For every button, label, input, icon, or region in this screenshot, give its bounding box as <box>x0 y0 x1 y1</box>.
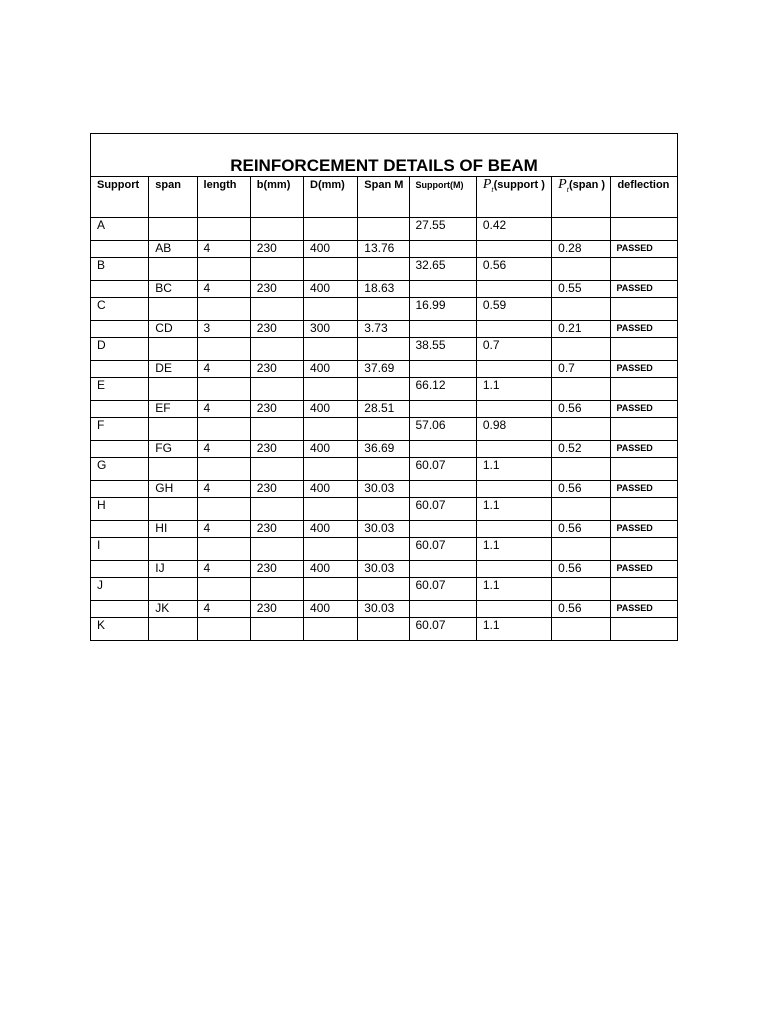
empty-cell <box>304 418 358 441</box>
support-moment-cell: 66.12 <box>409 378 476 401</box>
empty-cell <box>611 338 678 361</box>
support-row <box>91 258 678 281</box>
empty-cell <box>197 378 250 401</box>
empty-cell <box>552 458 611 481</box>
pt-span-cell: 0.56 <box>552 401 611 418</box>
empty-cell <box>304 218 358 241</box>
empty-cell <box>358 458 409 481</box>
pt-support-cell: 0.42 <box>476 218 551 241</box>
span-moment-cell: 30.03 <box>358 521 409 538</box>
empty-cell <box>611 578 678 601</box>
length-cell: 4 <box>197 361 250 378</box>
empty-cell <box>250 458 303 481</box>
length-cell: 4 <box>197 561 250 578</box>
empty-cell <box>358 338 409 361</box>
empty-cell <box>197 618 250 641</box>
header-support: Support <box>91 177 149 218</box>
header-row <box>91 177 678 218</box>
span-name-cell: AB <box>149 241 197 258</box>
length-cell: 3 <box>197 321 250 338</box>
d-cell: 400 <box>304 241 358 258</box>
empty-cell <box>611 618 678 641</box>
header-support-m: Support(M) <box>409 177 476 218</box>
empty-cell <box>91 281 149 298</box>
empty-cell <box>91 401 149 418</box>
pt-symbol: $P_t$ <box>558 177 569 194</box>
empty-cell <box>197 258 250 281</box>
empty-cell <box>611 498 678 521</box>
pt-support-cell: 0.7 <box>476 338 551 361</box>
span-name-cell: CD <box>149 321 197 338</box>
empty-cell <box>358 378 409 401</box>
b-cell: 230 <box>250 481 303 498</box>
length-cell: 4 <box>197 481 250 498</box>
b-cell: 230 <box>250 321 303 338</box>
support-row <box>91 498 678 521</box>
pt-span-cell: 0.28 <box>552 241 611 258</box>
pt-support-cell: 1.1 <box>476 498 551 521</box>
deflection-status: PASSED <box>611 441 678 458</box>
empty-cell <box>358 578 409 601</box>
empty-cell <box>552 578 611 601</box>
empty-cell <box>304 258 358 281</box>
empty-cell <box>91 321 149 338</box>
span-name-cell: IJ <box>149 561 197 578</box>
empty-cell <box>197 218 250 241</box>
empty-cell <box>476 361 551 378</box>
empty-cell <box>552 218 611 241</box>
empty-cell <box>250 578 303 601</box>
empty-cell <box>358 218 409 241</box>
empty-cell <box>149 618 197 641</box>
empty-cell <box>476 241 551 258</box>
span-row <box>91 441 678 458</box>
span-moment-cell: 28.51 <box>358 401 409 418</box>
support-row <box>91 618 678 641</box>
b-cell: 230 <box>250 241 303 258</box>
support-name-cell: J <box>91 578 149 601</box>
d-cell: 300 <box>304 321 358 338</box>
empty-cell <box>304 578 358 601</box>
empty-cell <box>149 578 197 601</box>
d-cell: 400 <box>304 481 358 498</box>
pt-support-cell: 1.1 <box>476 618 551 641</box>
span-row <box>91 521 678 538</box>
support-row <box>91 458 678 481</box>
empty-cell <box>149 378 197 401</box>
support-row <box>91 578 678 601</box>
header-length: length <box>197 177 250 218</box>
span-moment-cell: 3.73 <box>358 321 409 338</box>
span-moment-cell: 30.03 <box>358 601 409 618</box>
b-cell: 230 <box>250 601 303 618</box>
empty-cell <box>409 321 476 338</box>
empty-cell <box>552 618 611 641</box>
empty-cell <box>358 298 409 321</box>
empty-cell <box>197 298 250 321</box>
span-name-cell: HI <box>149 521 197 538</box>
d-cell: 400 <box>304 401 358 418</box>
support-name-cell: D <box>91 338 149 361</box>
support-moment-cell: 57.06 <box>409 418 476 441</box>
empty-cell <box>304 338 358 361</box>
span-row <box>91 321 678 338</box>
span-row <box>91 401 678 418</box>
empty-cell <box>250 298 303 321</box>
pt-support-cell: 0.56 <box>476 258 551 281</box>
d-cell: 400 <box>304 521 358 538</box>
span-row <box>91 281 678 298</box>
empty-cell <box>149 538 197 561</box>
pt-span-cell: 0.56 <box>552 601 611 618</box>
length-cell: 4 <box>197 441 250 458</box>
empty-cell <box>250 338 303 361</box>
empty-cell <box>358 538 409 561</box>
length-cell: 4 <box>197 281 250 298</box>
support-row <box>91 418 678 441</box>
support-name-cell: I <box>91 538 149 561</box>
empty-cell <box>409 361 476 378</box>
header-d: D(mm) <box>304 177 358 218</box>
support-row <box>91 538 678 561</box>
span-moment-cell: 36.69 <box>358 441 409 458</box>
header-span-m: Span M <box>358 177 409 218</box>
span-row <box>91 561 678 578</box>
b-cell: 230 <box>250 401 303 418</box>
d-cell: 400 <box>304 601 358 618</box>
empty-cell <box>358 258 409 281</box>
pt-support-cell: 0.59 <box>476 298 551 321</box>
empty-cell <box>250 538 303 561</box>
empty-cell <box>409 401 476 418</box>
deflection-status: PASSED <box>611 481 678 498</box>
b-cell: 230 <box>250 441 303 458</box>
pt-support-cell: 1.1 <box>476 538 551 561</box>
deflection-status: PASSED <box>611 561 678 578</box>
length-cell: 4 <box>197 401 250 418</box>
empty-cell <box>358 418 409 441</box>
pt-span-cell: 0.7 <box>552 361 611 378</box>
d-cell: 400 <box>304 561 358 578</box>
support-moment-cell: 60.07 <box>409 618 476 641</box>
support-row <box>91 338 678 361</box>
empty-cell <box>611 538 678 561</box>
pt-span-cell: 0.55 <box>552 281 611 298</box>
empty-cell <box>611 378 678 401</box>
deflection-status: PASSED <box>611 361 678 378</box>
empty-cell <box>611 218 678 241</box>
pt-span-cell: 0.56 <box>552 521 611 538</box>
pt-support-cell: 1.1 <box>476 378 551 401</box>
d-cell: 400 <box>304 441 358 458</box>
deflection-status: PASSED <box>611 521 678 538</box>
pt-span-cell: 0.56 <box>552 561 611 578</box>
span-name-cell: BC <box>149 281 197 298</box>
reinforcement-table <box>90 133 678 641</box>
d-cell: 400 <box>304 281 358 298</box>
empty-cell <box>149 458 197 481</box>
span-row <box>91 361 678 378</box>
span-row <box>91 481 678 498</box>
support-moment-cell: 60.07 <box>409 498 476 521</box>
empty-cell <box>409 561 476 578</box>
span-name-cell: JK <box>149 601 197 618</box>
empty-cell <box>91 561 149 578</box>
span-row <box>91 241 678 258</box>
empty-cell <box>611 418 678 441</box>
header-deflection: deflection <box>611 177 678 218</box>
d-cell: 400 <box>304 361 358 378</box>
pt-span-cell: 0.52 <box>552 441 611 458</box>
span-name-cell: GH <box>149 481 197 498</box>
support-row <box>91 378 678 401</box>
empty-cell <box>250 618 303 641</box>
empty-cell <box>197 498 250 521</box>
empty-cell <box>149 218 197 241</box>
b-cell: 230 <box>250 281 303 298</box>
empty-cell <box>197 458 250 481</box>
empty-cell <box>476 441 551 458</box>
support-name-cell: B <box>91 258 149 281</box>
header-pt-span: $P_t(span$ ) <box>552 177 611 218</box>
empty-cell <box>197 338 250 361</box>
support-name-cell: A <box>91 218 149 241</box>
span-name-cell: EF <box>149 401 197 418</box>
empty-cell <box>250 498 303 521</box>
support-moment-cell: 60.07 <box>409 538 476 561</box>
empty-cell <box>250 258 303 281</box>
empty-cell <box>149 338 197 361</box>
support-name-cell: G <box>91 458 149 481</box>
span-moment-cell: 30.03 <box>358 481 409 498</box>
empty-cell <box>91 481 149 498</box>
support-name-cell: E <box>91 378 149 401</box>
length-cell: 4 <box>197 601 250 618</box>
deflection-status: PASSED <box>611 601 678 618</box>
deflection-status: PASSED <box>611 321 678 338</box>
support-moment-cell: 32.65 <box>409 258 476 281</box>
support-row <box>91 218 678 241</box>
empty-cell <box>409 281 476 298</box>
empty-cell <box>304 618 358 641</box>
empty-cell <box>552 258 611 281</box>
empty-cell <box>304 378 358 401</box>
empty-cell <box>611 298 678 321</box>
empty-cell <box>409 441 476 458</box>
support-moment-cell: 38.55 <box>409 338 476 361</box>
empty-cell <box>552 338 611 361</box>
empty-cell <box>304 538 358 561</box>
empty-cell <box>476 561 551 578</box>
header-b: b(mm) <box>250 177 303 218</box>
empty-cell <box>476 401 551 418</box>
support-row <box>91 298 678 321</box>
empty-cell <box>611 458 678 481</box>
empty-cell <box>197 418 250 441</box>
empty-cell <box>476 481 551 498</box>
empty-cell <box>476 321 551 338</box>
length-cell: 4 <box>197 521 250 538</box>
support-moment-cell: 60.07 <box>409 458 476 481</box>
empty-cell <box>476 601 551 618</box>
pt-symbol: $P_t$ <box>482 177 494 194</box>
empty-cell <box>91 521 149 538</box>
empty-cell <box>197 578 250 601</box>
b-cell: 230 <box>250 521 303 538</box>
deflection-status: PASSED <box>611 281 678 298</box>
empty-cell <box>250 378 303 401</box>
pt-span-cell: 0.56 <box>552 481 611 498</box>
empty-cell <box>476 281 551 298</box>
deflection-status: PASSED <box>611 401 678 418</box>
empty-cell <box>358 498 409 521</box>
support-name-cell: K <box>91 618 149 641</box>
header-pt-support: $P_t(support$ ) <box>476 177 551 218</box>
empty-cell <box>304 458 358 481</box>
span-moment-cell: 30.03 <box>358 561 409 578</box>
empty-cell <box>552 378 611 401</box>
pt-support-cell: 0.98 <box>476 418 551 441</box>
empty-cell <box>552 538 611 561</box>
empty-cell <box>552 418 611 441</box>
support-name-cell: F <box>91 418 149 441</box>
empty-cell <box>149 418 197 441</box>
b-cell: 230 <box>250 361 303 378</box>
empty-cell <box>552 298 611 321</box>
span-moment-cell: 13.76 <box>358 241 409 258</box>
support-name-cell: H <box>91 498 149 521</box>
empty-cell <box>250 418 303 441</box>
length-cell: 4 <box>197 241 250 258</box>
empty-cell <box>91 361 149 378</box>
empty-cell <box>149 258 197 281</box>
empty-cell <box>304 298 358 321</box>
empty-cell <box>149 298 197 321</box>
support-moment-cell: 16.99 <box>409 298 476 321</box>
pt-span-cell: 0.21 <box>552 321 611 338</box>
empty-cell <box>250 218 303 241</box>
header-span: span <box>149 177 197 218</box>
span-name-cell: DE <box>149 361 197 378</box>
span-moment-cell: 18.63 <box>358 281 409 298</box>
empty-cell <box>611 258 678 281</box>
empty-cell <box>476 521 551 538</box>
empty-cell <box>197 538 250 561</box>
support-name-cell: C <box>91 298 149 321</box>
span-name-cell: FG <box>149 441 197 458</box>
deflection-status: PASSED <box>611 241 678 258</box>
pt-support-cell: 1.1 <box>476 578 551 601</box>
table-title: REINFORCEMENT DETAILS OF BEAM <box>91 134 678 177</box>
pt-support-cell: 1.1 <box>476 458 551 481</box>
empty-cell <box>409 481 476 498</box>
support-moment-cell: 60.07 <box>409 578 476 601</box>
empty-cell <box>304 498 358 521</box>
empty-cell <box>552 498 611 521</box>
span-row <box>91 601 678 618</box>
b-cell: 230 <box>250 561 303 578</box>
empty-cell <box>358 618 409 641</box>
span-moment-cell: 37.69 <box>358 361 409 378</box>
empty-cell <box>91 441 149 458</box>
empty-cell <box>91 241 149 258</box>
empty-cell <box>409 601 476 618</box>
empty-cell <box>409 521 476 538</box>
empty-cell <box>149 498 197 521</box>
empty-cell <box>91 601 149 618</box>
empty-cell <box>409 241 476 258</box>
support-moment-cell: 27.55 <box>409 218 476 241</box>
